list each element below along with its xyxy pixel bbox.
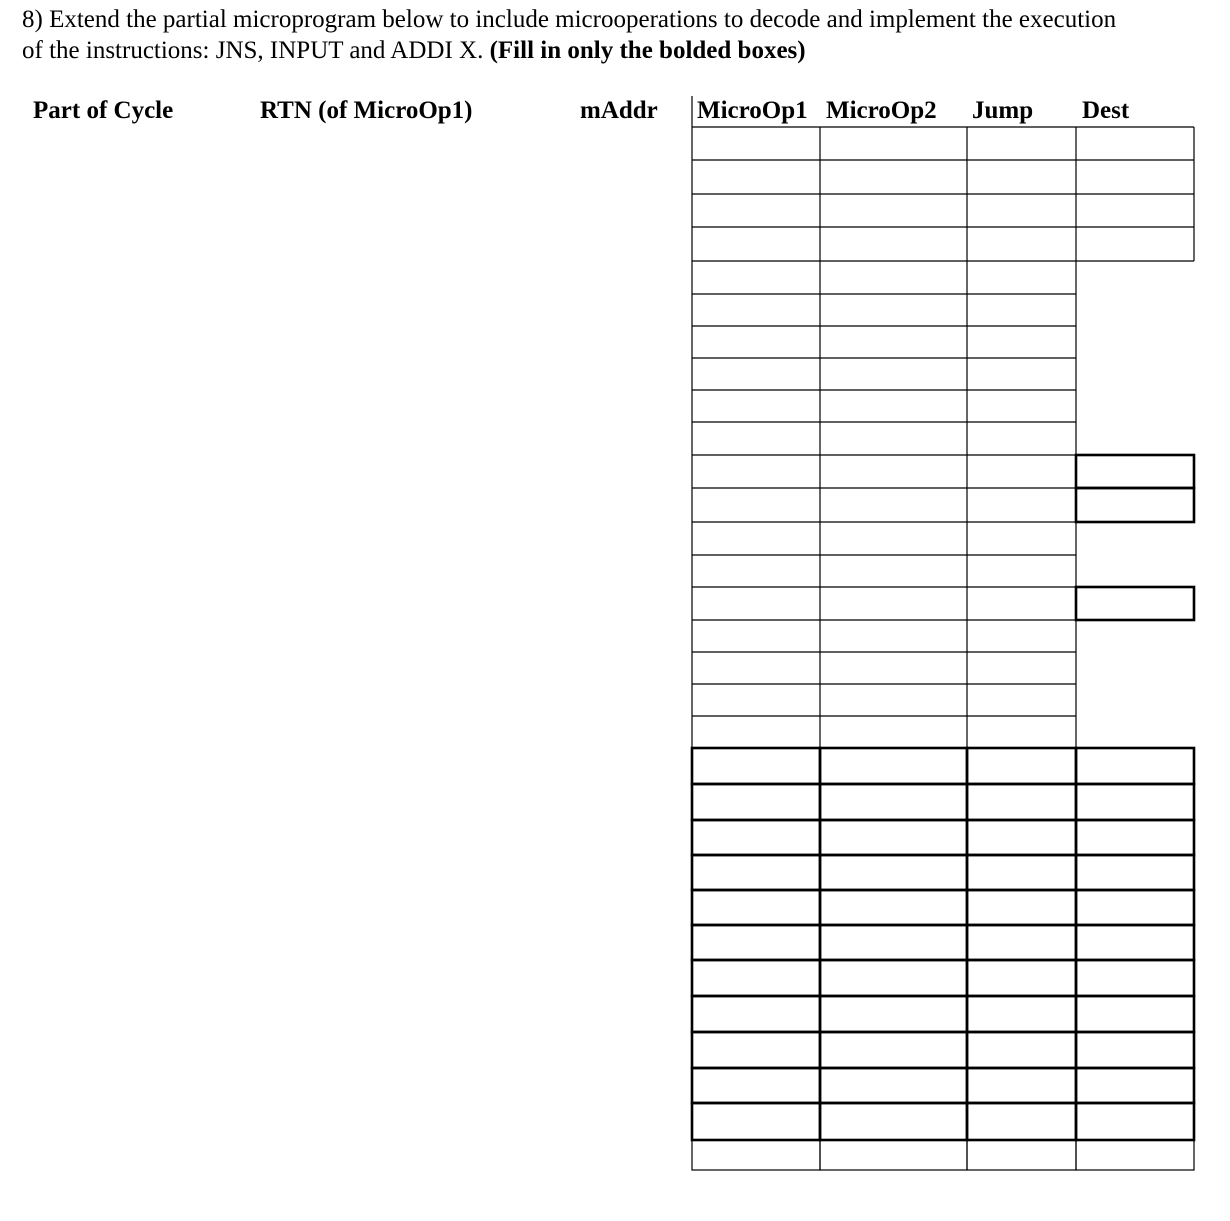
answer-box bbox=[1076, 820, 1194, 855]
answer-box bbox=[967, 748, 1076, 784]
answer-box bbox=[692, 820, 820, 855]
question-line1: 8) Extend the partial microprogram below to include microoperations to decode and implement the execution bbox=[22, 6, 1117, 33]
answer-box bbox=[820, 1032, 967, 1068]
answer-box bbox=[1076, 1103, 1194, 1140]
grid-cell bbox=[967, 1140, 1076, 1170]
answer-box bbox=[692, 784, 820, 820]
answer-box bbox=[1076, 960, 1194, 996]
answer-box bbox=[692, 890, 820, 925]
answer-box bbox=[1076, 748, 1194, 784]
answer-box bbox=[692, 1103, 820, 1140]
answer-box bbox=[1076, 855, 1194, 890]
dest-answer-box bbox=[1076, 455, 1194, 488]
answer-box bbox=[692, 1068, 820, 1103]
answer-box bbox=[820, 820, 967, 855]
grid-cell bbox=[1076, 1140, 1194, 1170]
answer-box bbox=[692, 960, 820, 996]
answer-box bbox=[1076, 1032, 1194, 1068]
answer-box bbox=[1076, 925, 1194, 960]
answer-box bbox=[967, 820, 1076, 855]
question-line2: of the instructions: JNS, INPUT and ADDI X. bbox=[22, 37, 490, 64]
answer-box bbox=[1076, 996, 1194, 1032]
answer-box bbox=[967, 784, 1076, 820]
dest-answer-box bbox=[1076, 488, 1194, 522]
answer-box bbox=[967, 890, 1076, 925]
answer-box bbox=[692, 1032, 820, 1068]
dest-answer-box bbox=[1076, 587, 1194, 620]
header-maddr: mAddr bbox=[580, 97, 658, 124]
answer-box bbox=[967, 1103, 1076, 1140]
header-jump: Jump bbox=[972, 97, 1034, 124]
answer-box bbox=[692, 996, 820, 1032]
header-dest: Dest bbox=[1082, 97, 1130, 124]
answer-box bbox=[820, 855, 967, 890]
answer-box bbox=[967, 960, 1076, 996]
answer-box bbox=[820, 1103, 967, 1140]
answer-box bbox=[967, 996, 1076, 1032]
answer-box bbox=[692, 748, 820, 784]
answer-box bbox=[967, 925, 1076, 960]
answer-box bbox=[820, 960, 967, 996]
answer-box bbox=[820, 996, 967, 1032]
grid-cell bbox=[692, 1140, 820, 1170]
answer-box bbox=[967, 1032, 1076, 1068]
answer-box bbox=[820, 748, 967, 784]
header-microop1: MicroOp1 bbox=[697, 97, 808, 124]
answer-box bbox=[1076, 1068, 1194, 1103]
grid-cell bbox=[820, 1140, 967, 1170]
answer-box bbox=[692, 925, 820, 960]
answer-box bbox=[967, 1068, 1076, 1103]
answer-box bbox=[820, 1068, 967, 1103]
header-part-of-cycle: Part of Cycle bbox=[33, 97, 174, 124]
answer-box bbox=[967, 855, 1076, 890]
answer-box bbox=[820, 784, 967, 820]
answer-box bbox=[820, 890, 967, 925]
answer-box bbox=[692, 855, 820, 890]
header-microop2: MicroOp2 bbox=[826, 97, 937, 124]
answer-box bbox=[1076, 890, 1194, 925]
answer-box bbox=[1076, 784, 1194, 820]
answer-box bbox=[820, 925, 967, 960]
question-instruction: (Fill in only the bolded boxes) bbox=[489, 37, 806, 64]
header-rtn: RTN (of MicroOp1) bbox=[260, 97, 473, 124]
